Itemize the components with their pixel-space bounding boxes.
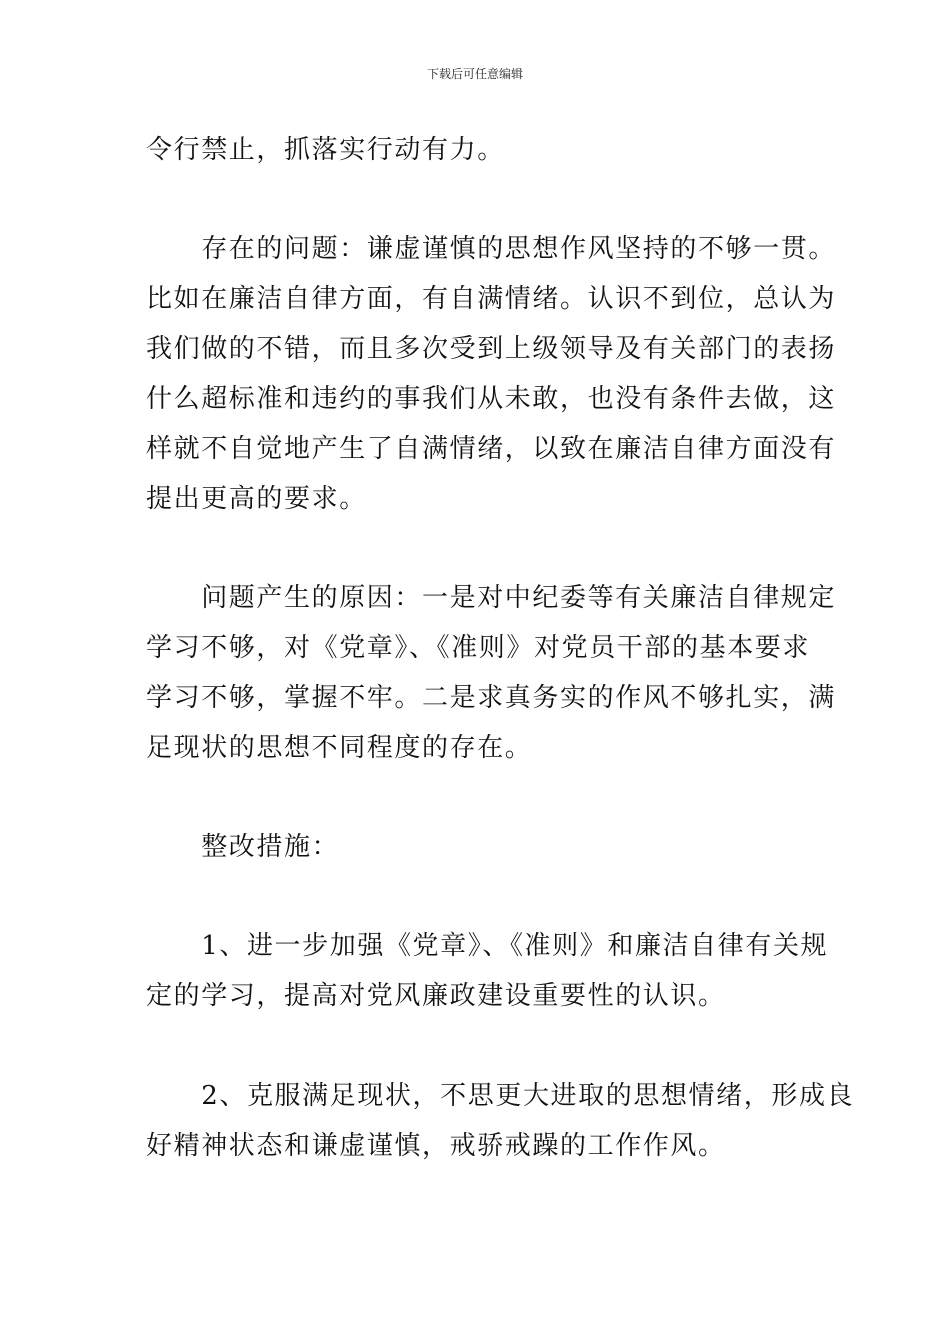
paragraph-line: 好精神状态和谦虚谨慎，戒骄戒躁的工作作风。 — [146, 1131, 726, 1161]
paragraph-line: 我们做的不错，而且多次受到上级领导及有关部门的表扬 — [146, 334, 837, 364]
paragraph-line: 足现状的思想不同程度的存在。 — [146, 733, 533, 763]
paragraph-line: 提出更高的要求。 — [146, 484, 367, 514]
section-heading: 整改措施： — [146, 832, 340, 862]
paragraph-line: 问题产生的原因：一是对中纪委等有关廉洁自律规定 — [146, 583, 837, 613]
paragraph-line: 存在的问题：谦虚谨慎的思想作风坚持的不够一贯。 — [146, 234, 837, 264]
paragraph-line: 1、进一步加强《党章》、《准则》和廉洁自律有关规 — [146, 931, 829, 961]
paragraph-line: 比如在廉洁自律方面，有自满情绪。认识不到位，总认为 — [146, 284, 837, 314]
paragraph-line: 什么超标准和违约的事我们从未敢，也没有条件去做，这 — [146, 384, 837, 414]
paragraph-line: 样就不自觉地产生了自满情绪，以致在廉洁自律方面没有 — [146, 434, 837, 464]
paragraph-line: 令行禁止，抓落实行动有力。 — [146, 135, 505, 165]
paragraph-line: 学习不够，对《党章》、《准则》对党员干部的基本要求 — [146, 633, 811, 663]
page-header: 下载后可任意编辑 — [426, 67, 523, 81]
paragraph-line: 定的学习，提高对党风廉政建设重要性的认识。 — [146, 981, 726, 1011]
paragraph-line: 2、克服满足现状，不思更大进取的思想情绪，形成良 — [146, 1081, 855, 1111]
paragraph-line: 学习不够，掌握不牢。二是求真务实的作风不够扎实，满 — [146, 683, 837, 713]
